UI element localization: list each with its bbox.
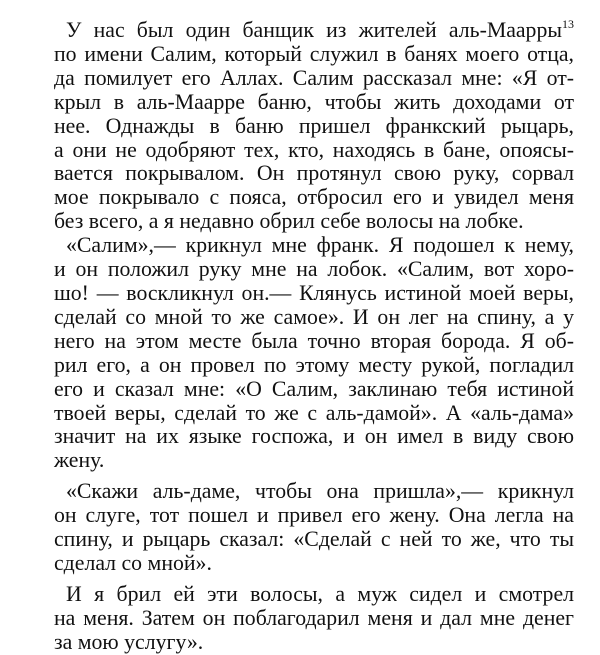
text-line: да помилует его Аллах. Салим рассказал мне: «Я от-	[54, 65, 574, 90]
paragraph-3	[54, 480, 574, 576]
text-line: без всего, а я недавно обрил себе волосы на лобке.	[54, 209, 524, 234]
text-line: жену.	[54, 448, 105, 473]
paragraph-2	[54, 234, 574, 473]
text-line: «Салим»,— крикнул мне франк. Я подошел к нему,	[66, 233, 574, 258]
text-line: спину, и рыцарь сказал: «Сделай с ней то же, что ты	[54, 527, 574, 552]
text-line: шо! — воскликнул он.— Клянусь истиной моей веры,	[54, 280, 574, 305]
text-line: а они не одобряют тех, кто, находясь в бане, опоясы-	[54, 137, 574, 162]
text-line: нее. Однажды в баню пришел франкский рыцарь,	[54, 113, 574, 138]
text-line: сделал со мной».	[54, 550, 212, 575]
text-line: значит на их языке госпожа, и он имел в виду свою	[54, 424, 574, 449]
text-line: на меня. Затем он поблагодарил меня и дал мне денег	[54, 605, 574, 630]
text-line: мое покрывало с пояса, отбросил его и увидел меня	[54, 185, 574, 210]
text-line: и он положил руку мне на лобок. «Салим, вот хоро-	[54, 257, 574, 282]
footnote-mark: 13	[562, 17, 574, 31]
paragraph-1	[54, 19, 574, 234]
text-line: И я брил ей эти волосы, а муж сидел и смотрел	[66, 581, 574, 606]
text-line: него на этом месте была точно вторая борода. Я об-	[54, 328, 574, 353]
paragraph-4	[54, 583, 574, 655]
text-line: сделай со мной то же самое». И он лег на спину, а у	[54, 304, 574, 329]
text-line	[54, 19, 574, 43]
text-line: он слуге, тот пошел и привел его жену. Она легла на	[54, 503, 574, 528]
text-line: крыл в аль-Маарре баню, чтобы жить доходами от	[54, 89, 574, 114]
text-line-content: У нас был один банщик из жителей аль-Маарры	[66, 18, 562, 42]
text-line: вается покрывалом. Он протянул свою руку, сорвал	[54, 161, 574, 186]
text-line: за мою услугу».	[54, 629, 204, 654]
text-line: твоей веры, сделай то же с аль-дамой». А «аль-дама»	[54, 400, 574, 425]
text-line: «Скажи аль-даме, чтобы она пришла»,— крикнул	[66, 479, 574, 504]
text-line: рил его, а он провел по этому месту рукой, погладил	[54, 352, 574, 377]
text-line: его и сказал мне: «О Салим, заклинаю тебя истиной	[54, 376, 574, 401]
text-line: по имени Салим, который служил в банях моего отца,	[54, 41, 574, 66]
